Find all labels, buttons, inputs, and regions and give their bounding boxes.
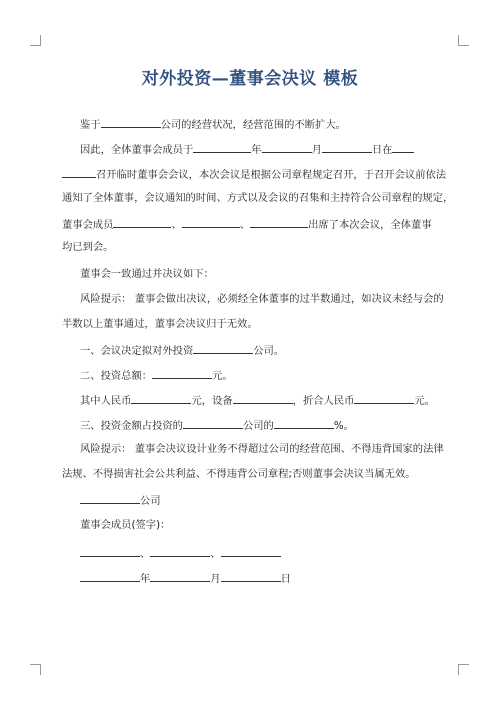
blank-sign-month[interactable] xyxy=(150,570,210,582)
paragraph-line: 半数以上董事通过，董事会决议归于无效。 xyxy=(62,318,258,330)
blank-company-field[interactable] xyxy=(101,116,161,128)
text-segment: 公司 xyxy=(140,495,161,507)
text-segment: 二、投资总额： xyxy=(80,370,153,382)
blank-signature-2[interactable] xyxy=(150,545,210,557)
paragraph-line: 通知了全体董事，会议通知的时间、方式以及会议的召集和主持符合公司章程的规定， xyxy=(62,192,454,204)
blank-total-investment[interactable] xyxy=(152,367,212,379)
paragraph-line xyxy=(62,166,446,182)
text-segment: 年 xyxy=(140,573,151,585)
blank-month-field[interactable] xyxy=(262,141,312,153)
crop-mark-top-right xyxy=(458,35,469,46)
blank-director-3[interactable] xyxy=(250,216,308,228)
text-segment: 、 xyxy=(171,219,182,231)
blank-director-1[interactable] xyxy=(113,216,171,228)
paragraph-line: 董事会一致通过并决议如下： xyxy=(80,268,214,280)
text-segment: 元。 xyxy=(212,370,233,382)
blank-signature-3[interactable] xyxy=(221,545,281,557)
text-segment: 月 xyxy=(311,144,322,156)
blank-investee-company[interactable] xyxy=(193,342,253,354)
text-segment: 元，设备 xyxy=(191,395,233,407)
text-segment: 董事会成员 xyxy=(62,219,114,231)
blank-location-field-cont[interactable] xyxy=(62,166,96,178)
blank-sign-year[interactable] xyxy=(80,570,140,582)
paragraph-line: 均已到会。 xyxy=(62,241,114,253)
text-segment: 公司。 xyxy=(253,345,285,357)
blank-equipment[interactable] xyxy=(233,392,293,404)
resolution-item-1 xyxy=(80,342,284,358)
blank-equivalent-rmb[interactable] xyxy=(354,392,414,404)
text-segment: %。 xyxy=(333,420,354,432)
company-signature-line xyxy=(80,492,161,508)
blank-rmb-amount[interactable] xyxy=(131,392,191,404)
text-segment: 三、投资金额占投资的 xyxy=(80,420,183,432)
text-segment: 出席了本次会议，全体董事 xyxy=(308,219,432,231)
paragraph-line xyxy=(62,216,432,232)
text-segment: ，折合人民币 xyxy=(292,395,355,407)
paragraph-line xyxy=(80,141,414,157)
text-segment: 、 xyxy=(239,219,251,231)
crop-mark-bottom-left xyxy=(30,664,41,675)
paragraph-line: 法规、不得损害社会公共利益、不得违背公司章程;否则董事会决议当属无效。 xyxy=(62,468,416,480)
document-title: 对外投资—董事会决议 模板 xyxy=(141,69,359,89)
blank-director-2[interactable] xyxy=(182,216,240,228)
crop-mark-top-left xyxy=(30,35,41,46)
blank-company-name[interactable] xyxy=(80,492,140,504)
text-segment: 鉴于 xyxy=(80,119,101,131)
director-signature-fields xyxy=(80,545,281,561)
investment-breakdown-line xyxy=(80,392,435,408)
signature-date-line xyxy=(80,570,291,586)
blank-signature-1[interactable] xyxy=(80,545,140,557)
text-segment: 元。 xyxy=(414,395,436,407)
blank-day-field[interactable] xyxy=(322,141,372,153)
resolution-item-2 xyxy=(80,367,233,383)
text-segment: 、 xyxy=(140,548,151,560)
text-segment: 日 xyxy=(280,573,291,585)
text-segment: 月 xyxy=(210,573,221,585)
text-segment: 公司的 xyxy=(242,420,274,432)
blank-investee-name[interactable] xyxy=(183,417,243,429)
crop-mark-bottom-right xyxy=(458,664,469,675)
text-segment: 公司的经营状况，经营范围的不断扩大。 xyxy=(160,119,346,131)
text-segment: 召开临时董事会会议，本次会议是根据公司章程规定召开，于召开会议前依法 xyxy=(96,169,447,181)
text-segment: 其中人民币 xyxy=(80,395,132,407)
risk-notice-line: 风险提示： 董事会决议设计业务不得超过公司的经营范围、不得违背国家的法律 xyxy=(80,443,444,455)
resolution-item-3 xyxy=(80,417,354,433)
blank-percentage[interactable] xyxy=(274,417,334,429)
text-segment: 年 xyxy=(251,144,262,156)
text-segment: 一、会议决定拟对外投资 xyxy=(80,345,194,357)
director-signature-label: 董事会成员(签字)： xyxy=(80,519,171,531)
blank-year-field[interactable] xyxy=(193,141,251,153)
paragraph-line xyxy=(80,116,346,132)
blank-sign-day[interactable] xyxy=(221,570,281,582)
text-segment: 因此，全体董事会成员于 xyxy=(80,144,194,156)
text-segment: 、 xyxy=(210,548,221,560)
risk-notice-line: 风险提示： 董事会做出决议，必须经全体董事的过半数通过，如决议未经与会的 xyxy=(80,293,444,305)
blank-location-field[interactable] xyxy=(392,141,414,153)
text-segment: 日在 xyxy=(371,144,393,156)
